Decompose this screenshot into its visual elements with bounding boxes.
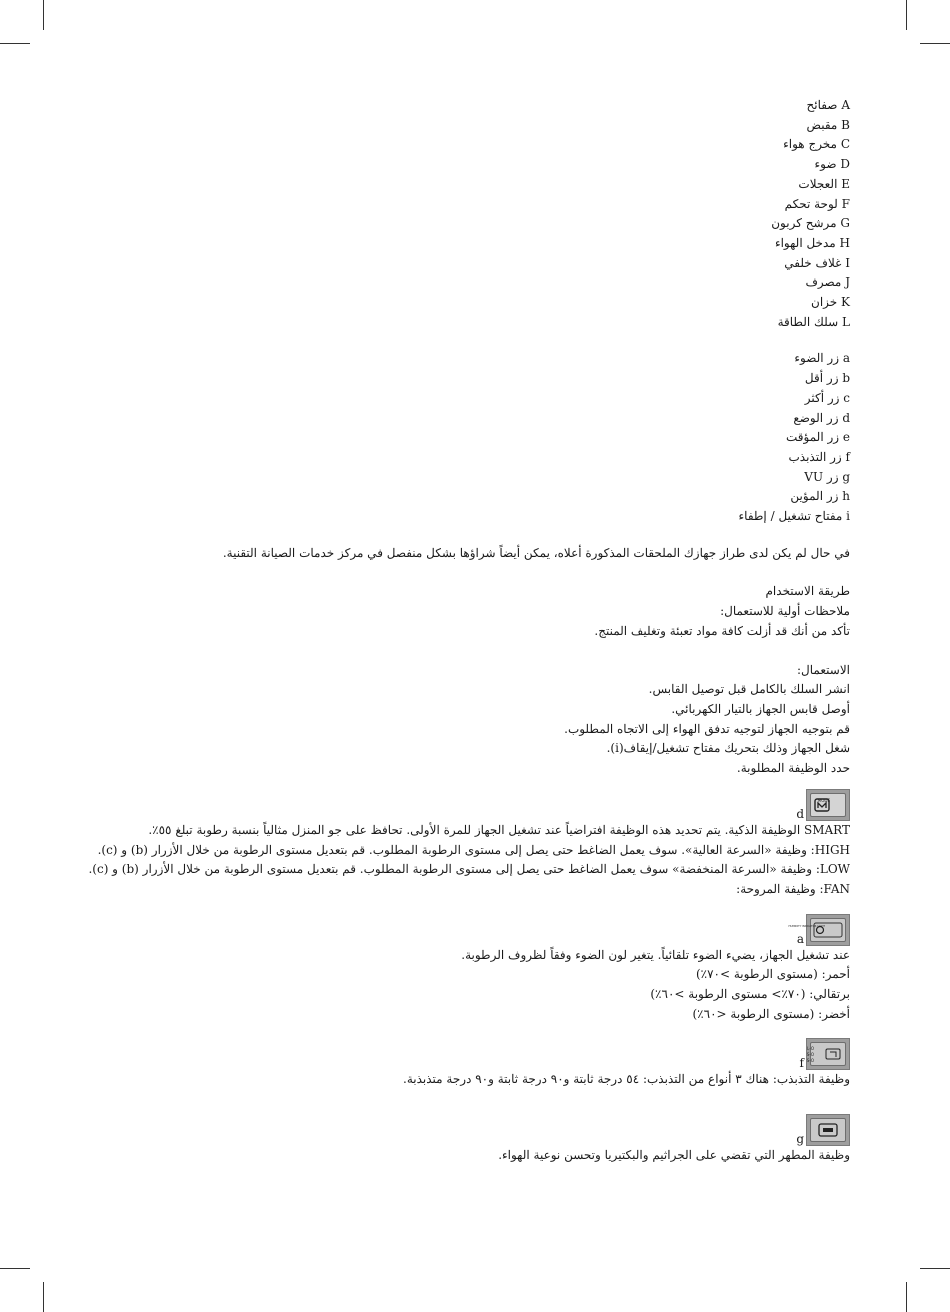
- parts-item: F لوحة تحكم: [784, 196, 850, 211]
- manual-page: [88, 96, 850, 1166]
- usage-step: شغل الجهاز وذلك بتحريك مفتاح تشغيل/إيقاف(i).: [606, 741, 850, 756]
- purifier-line: وظيفة المطهر التي تقضي على الجراثيم والبكتيريا وتحسن نوعية الهواء.: [498, 1148, 850, 1163]
- mode-line: HIGH: وظيفة «السرعة العالية». سوف يعمل الضاغط حتى يصل إلى مستوى الرطوبة المطلوب. قم بتعديل مستوى الرطوبة من خلال الأزرار (b) و (c).: [97, 842, 850, 857]
- parts-item: L سلك الطاقة: [777, 314, 850, 329]
- light-line: برتقالي: (٧٠٪> مستوى الرطوبة >٦٠٪): [650, 987, 850, 1002]
- usage-title: طريقة الاستخدام: [765, 584, 850, 599]
- osc-mark: S-O: [806, 1058, 814, 1064]
- osc-mark: L-O: [807, 1046, 814, 1052]
- light-line: أحمر: (مستوى الرطوبة >٧٠٪): [695, 967, 850, 982]
- parts-item: E العجلات: [798, 176, 850, 191]
- crop-mark: [920, 1268, 950, 1269]
- button-item: e زر المؤقت: [786, 430, 850, 445]
- parts-item: B مقبض: [806, 117, 850, 132]
- parts-item: D ضوء: [814, 157, 850, 172]
- light-icon-row: [100, 912, 850, 946]
- parts-item: I غلاف خلفي: [784, 255, 850, 270]
- mode-line: FAN: وظيفة المروحة:: [736, 881, 850, 896]
- button-item: c زر أكثر: [804, 390, 850, 405]
- crop-mark: [906, 1282, 907, 1312]
- buttons-list: [100, 349, 850, 526]
- oscillation-line: وظيفة التذبذب: هناك ٣ أنواع من التذبذب: ٥٤ درجة ثابتة و٩٠ درجة ثابتة و٩٠ درجة متذبذبة.: [403, 1072, 850, 1087]
- crop-mark: [906, 0, 907, 30]
- button-item: i مفتاح تشغيل / إطفاء: [738, 509, 850, 524]
- purifier-section-letter: g: [796, 1132, 804, 1147]
- parts-item: K خزان: [811, 295, 850, 310]
- light-line: عند تشغيل الجهاز، يضيء الضوء تلقائياً. يتغير لون الضوء وفقاً لظروف الرطوبة.: [461, 947, 850, 962]
- purifier-icon-row: [100, 1112, 850, 1146]
- mode-section-letter: d: [796, 806, 804, 821]
- crop-mark: [0, 1268, 30, 1269]
- prelim-title: ملاحظات أولية للاستعمال:: [720, 604, 850, 619]
- crop-mark: [43, 0, 44, 30]
- usage-step: أوصل قابس الجهاز بالتيار الكهربائي.: [671, 701, 850, 716]
- button-item: b زر أقل: [804, 371, 850, 386]
- mode-icon-row: [100, 787, 850, 821]
- mode-line: SMART الوظيفة الذكية. يتم تحديد هذه الوظيفة افتراضياً عند تشغيل الجهاز للمرة الأولى. تحافظ على جو المنزل مثالياً بنسبة رطوبة تبلغ ٥٥٪.: [148, 822, 850, 837]
- button-item: g زر VU: [804, 469, 850, 484]
- mode-icon-caption: MODE: [817, 797, 830, 803]
- accessories-note: في حال لم يكن لدى طراز جهازك الملحقات المذكورة أعلاه، يمكن أيضاً شراؤها بشكل منفصل في مركز خدمات الصيانة التقنية.: [222, 545, 850, 560]
- use-title: الاستعمال:: [797, 662, 850, 677]
- usage-step: انشر السلك بالكامل قبل توصيل القابس.: [648, 682, 850, 697]
- crop-mark: [920, 43, 950, 44]
- light-line: أخضر: (مستوى الرطوبة <٦٠٪): [692, 1006, 850, 1021]
- parts-item: J مصرف: [805, 275, 850, 290]
- osc-mark: S-O: [806, 1052, 814, 1058]
- oscillation-section-letter: f: [799, 1056, 804, 1071]
- usage-step: قم بتوجيه الجهاز لتوجيه تدفق الهواء إلى الاتجاه المطلوب.: [564, 721, 850, 736]
- oscillation-icon-row: [100, 1036, 850, 1070]
- button-item: a زر الضوء: [794, 351, 850, 366]
- parts-item: G مرشح كربون: [771, 216, 850, 231]
- mode-line: LOW: وظيفة «السرعة المنخفضة» سوف يعمل الضاغط حتى يصل إلى مستوى الرطوبة المطلوب. قم بتعديل مستوى الرطوبة من خلال الأزرار (b) و (c).: [88, 862, 850, 877]
- purifier-icon: [806, 1114, 850, 1146]
- oscillation-icon: [806, 1038, 850, 1070]
- button-item: f زر التذبذب: [788, 449, 850, 464]
- humidity-light-icon: [788, 914, 850, 946]
- mode-icon: [806, 789, 850, 821]
- parts-list: [100, 96, 850, 332]
- parts-item: C مخرج هواء: [783, 137, 850, 152]
- button-item: h زر المؤين: [790, 489, 850, 504]
- crop-mark: [43, 1282, 44, 1312]
- parts-item: A صفائح: [806, 98, 850, 112]
- prelim-text: تأكد من أنك قد أزلت كافة مواد تعبئة وتغليف المنتج.: [594, 623, 850, 638]
- button-item: d زر الوضع: [793, 410, 850, 425]
- usage-step: حدد الوظيفة المطلوبة.: [736, 761, 850, 776]
- light-icon-caption: HUMIDITY INDICATOR LIGHT: [788, 924, 825, 928]
- light-section-letter: a: [796, 931, 804, 946]
- parts-item: H مدخل الهواء: [774, 235, 850, 250]
- crop-mark: [0, 43, 30, 44]
